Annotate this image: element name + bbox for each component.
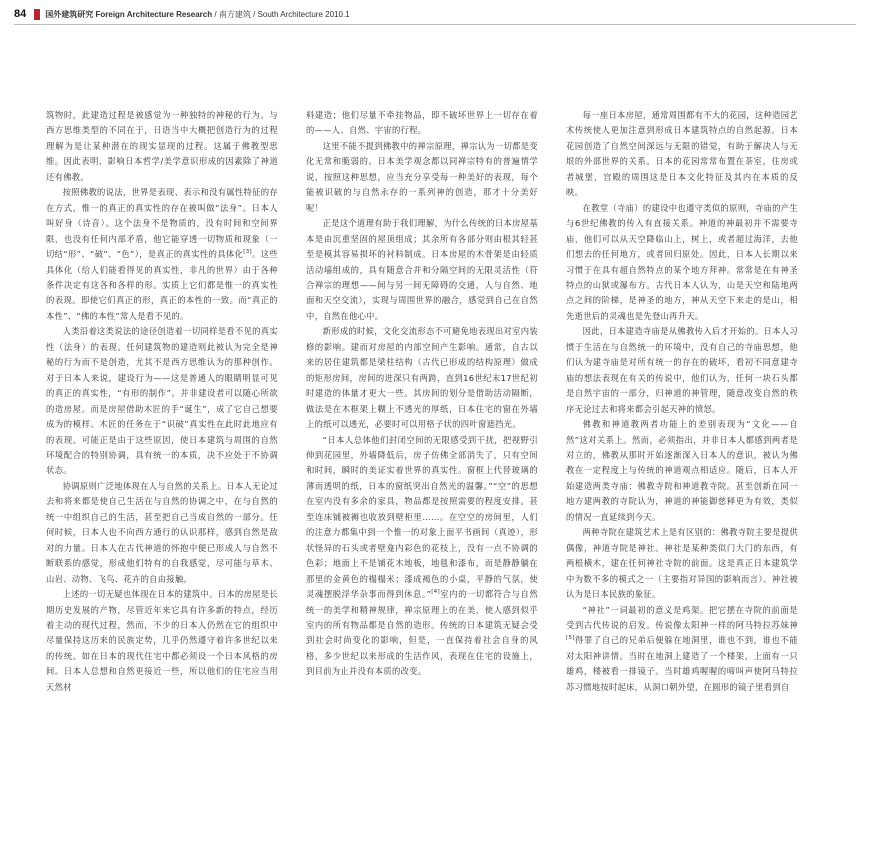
header-separator-2: / <box>253 9 256 19</box>
text-column-1 <box>46 108 278 695</box>
paragraph-text: 人类沿着这类说法的途径创造着一切同样是看不见的真实性（法身）的表现。任何建筑物的建造则此被认为完全是神秘的行为而不是创造，尤其不是西方思维认为的那种创作。对于日本人来说，建设行为——这是普通人的眼睛明显可见的真正的真实性，“有形的制作”。并非建设者可以随心所欲的造房屋。而是房屋借助木匠的手“诞生”，成了它自己想要成为的模样。木匠的任务在于“识破”真实性在此时此地应有的表现。可能正是由于这些原因，使日本建筑与周围的自然环境配合的特别协调，具有统一的本质，决不应处于不协调状态。 <box>46 326 278 476</box>
paragraph-text: “神社”一词最初的意义是鸡架。把它摆在寺院的前面是受到古代传说的启发。传说像太阳神一样的阿马特拉苏妹神 <box>566 604 798 630</box>
citation-ref: [4] <box>431 589 440 596</box>
paragraph-text-cont: 得罪了自己的兄弟后便躲在地洞里，谁也不到，谁也不能对太阳神讲情。当时在地洞上建造了一个楼架，上面有一只雄鸡，楼被看一排镜子。当时雄鸡喔喔的啼叫声使阿马特拉苏习惯地按时起床，从洞口朝外望，在圆形的镜子里看到自 <box>566 635 798 692</box>
body-paragraph <box>306 216 538 324</box>
paragraph-text: 两种寺院在建筑艺术上是有区别的：佛教寺院主要是提供偶像，神道寺院是神社。神社是某种类似门大门的东西，有两根横木，建在任何神社寺院的前面。这是真正日本建筑学中为数不多的模式之一（主要指对异国的影响而言）。神社被认为是日本民族的象征。 <box>566 527 798 600</box>
header-separator: / <box>214 9 217 19</box>
body-paragraph <box>46 479 278 587</box>
body-paragraph <box>566 417 798 525</box>
paragraph-text-cont: 。这些具体化（给人们能看得见的真实性，非凡的世界）由于各种条件决定有这各和各样的形。实质上它们都是惟一的真实性的表现。即使它们真正的形，真正的本性的一致。而“真正的本性”、“佛的本性”常人是看不见的。 <box>46 249 278 321</box>
citation-ref: [5] <box>566 635 575 642</box>
paragraph-text: 佛教和神道教两者功能上的差别表现为“文化——自然”这对关系上。然而，必须指出，并非日本人都感到两者是对立的，佛教从那时开始逐渐深入日本人的意识，被认为佛教在一定程度上与传统的神道观点相适应。随后，日本人开始建造两类寺庙：佛教寺院和神道教寺院。甚至创新在同一地方建两教的寺院认为，神道的神能御慈释更为有效，类似的情况一直延续到今天。 <box>566 419 798 522</box>
running-header <box>45 9 349 20</box>
body-paragraph <box>306 433 538 680</box>
body-paragraph <box>566 108 798 201</box>
paragraph-text: 正是这个道理有助于我们理解，为什么传统的日本房屋基本是由沉重坚固的屋顶组成；其余所有各部分则由根其轻甚至是模其容易损坏的衬料制成。日本房屋的木骨架是由轻质活动墙组成的，具有随意合并和分隔空间的无限灵活性（符合禅宗的理想——间与另一间无障碍的交通，人与自然、地面和天空交流），实现与周围世界的融合，感觉到自己在自然中，自然在他心中。 <box>306 218 538 321</box>
paragraph-text: 料建造；他们尽量不牵挂物品，即不破坏世界上一切存在着的——人、自然、宇宙的行程。 <box>306 110 538 136</box>
magazine-title-cn: 南方建筑 <box>218 9 251 19</box>
paragraph-text: 在教堂（寺庙）的建设中也遵守类似的原则，寺庙的产生与6世纪佛教的传入有直接关系。神道的神最初并不需要寺庙，他们可以从天空降临山上，树上，或者超过海洋，去他们想去的任何地方，或者回归原处。因此，日本人长期以来习惯于在具有超自然特点的某个地方拜神。常常是在有神圣特点的山狱或瀑布方。古代日本人认为，山是天空和陆地两点之间的阶梯，是神圣的地方，神从天空下来走的是山，相先逝世后的灵魂也是先登山再升天。 <box>566 202 798 321</box>
body-paragraph <box>566 201 798 325</box>
issue-number: 2010.1 <box>325 9 350 19</box>
body-paragraph <box>46 587 278 695</box>
body-paragraph <box>46 108 278 185</box>
text-column-2 <box>306 108 538 680</box>
paragraph-text: 新形成的时候，文化交流形态不可避免地表现出对室内装修的影响。建而对房屋的内部空间产生影响。通常，自古以来的居住建筑都是梁柱结构（古代已形成的结构原理）做成的矩形房间，房间的进深只有两跨，直到16世纪末17世纪初时建造的体量才更大一些。其房间的划分是借助活动隔断，做法是在木框架上糊上不透光的厚纸，日本住宅的窗在外墙上的纸可以透光，必要时可以用格子状的四叶窗遮挡光。 <box>306 326 538 430</box>
paragraph-text: 每一座日本房屋，通常周围都有不大的花园，这种造园艺术传统使人更加注意到形成日本建筑特点的自然起源。日本花园创造了自然空间深远与无限的错觉，有助于解决人与无垠的外部世界的关系。日本的花园常常布置在茶室，住房或者城堡，宫殿的周围这是日本文化特征及其内在本质的反映。 <box>566 110 798 198</box>
body-paragraph <box>566 603 798 696</box>
paragraph-text: 这里不能不提到佛教中的禅宗原理，禅宗认为一切都是变化无常和脆弱的。日本美学观念都以同禅宗特有的普遍情学说，按照这种思想，应当充分享受每一种美好的表现，每个能被识破的与自然永存的一系列神的创造，那才十分美好呢！ <box>306 140 538 213</box>
paragraph-text: “日本人总体他们封闭空间的无限感受到干扰，把视野引伸到花园里，外墙降低后，房子仿佛全部消失了，只有空间和时间，瞬时的美证实着世界的真实性。窗框上代替玻璃的薄而透明的纸，日本的窗纸突出自然光的温馨。”“空”的思想在室内没有多余的家具，物品都是按照需要的程度安排。甚至连床铺被褥也收放到壁柜里……。在空空的房间里，人们的注意力都集中到一个惟一的对象上面平书画间（真迹），形状怪异的石头或者壁龛内彩色的花枝上，没有一点不协调的色彩；地面上不是铺花木地板，地毯和漆布，而是静静躺在那里的金黄色的榻榻米；漆成褐色的小桌，平静的气氛，使灵魂摆脱浮华杂事而得到休息。” <box>306 434 538 600</box>
body-paragraph <box>46 324 278 479</box>
paragraph-text: 协调原则广泛地体现在人与自然的关系上。日本人无论过去和将来都是使自己生活在与自然的协调之中，在与自然的统一中组织自己的生活，甚至把自己当成自然的一部分。任何时候，日本人也不向西方通行的认识那样，感到自然是敌对的力量。日本人在古代神道的怀抱中便已形成人与自然不断联系的感觉，形成他们特有的自我感觉，尽可能与草木、山岩、动物、飞鸟、花卉的自由接触。 <box>46 480 278 584</box>
journal-title-en: Foreign Architecture Research <box>95 9 213 19</box>
body-paragraph <box>46 185 278 324</box>
header-accent-bar <box>34 9 40 20</box>
paragraph-text: 筑物时，此建造过程是被感觉为一种独特的神秘的行为。与西方思维类型的不同在于，日语当中大概把创造行为的过程理解为是让某种潜在的现实显现的过程。这属于佛教型思维。因此表明，影响日本哲学/美学意识形成的因素除了神道还有佛教。 <box>46 110 278 182</box>
body-paragraph <box>566 324 798 417</box>
body-paragraph <box>306 324 538 432</box>
paragraph-text: 上述的一切无疑也体现在日本的建筑中。日本的房屋是长期历史发展的产物，尽管近年来它具有许多新的特点，经历着主动的现代过程，然而，不少的日本人仍然在它的组织中尽量保持这历来的民族定势，几乎仍然遵守着许多世纪以来的传统。如在日本的现代住宅中都必须设一个日本风格的房间。日本人总想和自然更接近一些，所以他们的住宅应当用天然材 <box>46 589 278 692</box>
page-number: 84 <box>14 8 27 20</box>
text-column-3 <box>566 108 798 695</box>
body-paragraph <box>306 108 538 139</box>
paragraph-text: 因此，日本建造寺庙是从佛教传入后才开始的。日本人习惯于生活在与自然统一的环境中，没有自己的寺庙思想，他们认为建寺庙是对所有统一的存在的破坏，看初不同意建寺庙的想法表现在有关的传说中，他们认为，任何一块石头都是自然宇宙的一部分，归神道的神管理，随意改变自然的秩序无论过去和将来都会引起天神的愤怒。 <box>566 326 798 414</box>
journal-title-cn: 国外建筑研究 <box>45 9 94 19</box>
paragraph-text-cont: 室内的一切都符合与自然统一的美学和精神规律，禅宗原理上的在美，使人感到似乎室内的所有物品都是自然的造形。传统的日本建筑无疑会受到社会时尚变化的影响，但是，一直保持着社会自身的风格，多少世纪以来形成的生活作风，表现在住宅的设施上，到目前为止并没有本质的改变。 <box>306 589 538 677</box>
header-divider <box>14 24 856 25</box>
paragraph-text: 按照佛教的说法，世界是表现、表示和没有属性特征的存在方式，惟一的真正的真实性的存在被叫做“法身”。日本人叫好身（诗音）。这个法身不是物质的，没有时间和空间界限，也没有任何内部矛盾，他它能穿透一切物质和现象（一切结“形”、“破”、“色”），是真正的真实性的具体化 <box>46 187 278 260</box>
magazine-title-en: South Architecture <box>257 9 323 19</box>
body-paragraph <box>566 525 798 602</box>
body-paragraph <box>306 139 538 216</box>
page-header <box>14 6 856 22</box>
citation-ref: [3] <box>243 249 252 256</box>
